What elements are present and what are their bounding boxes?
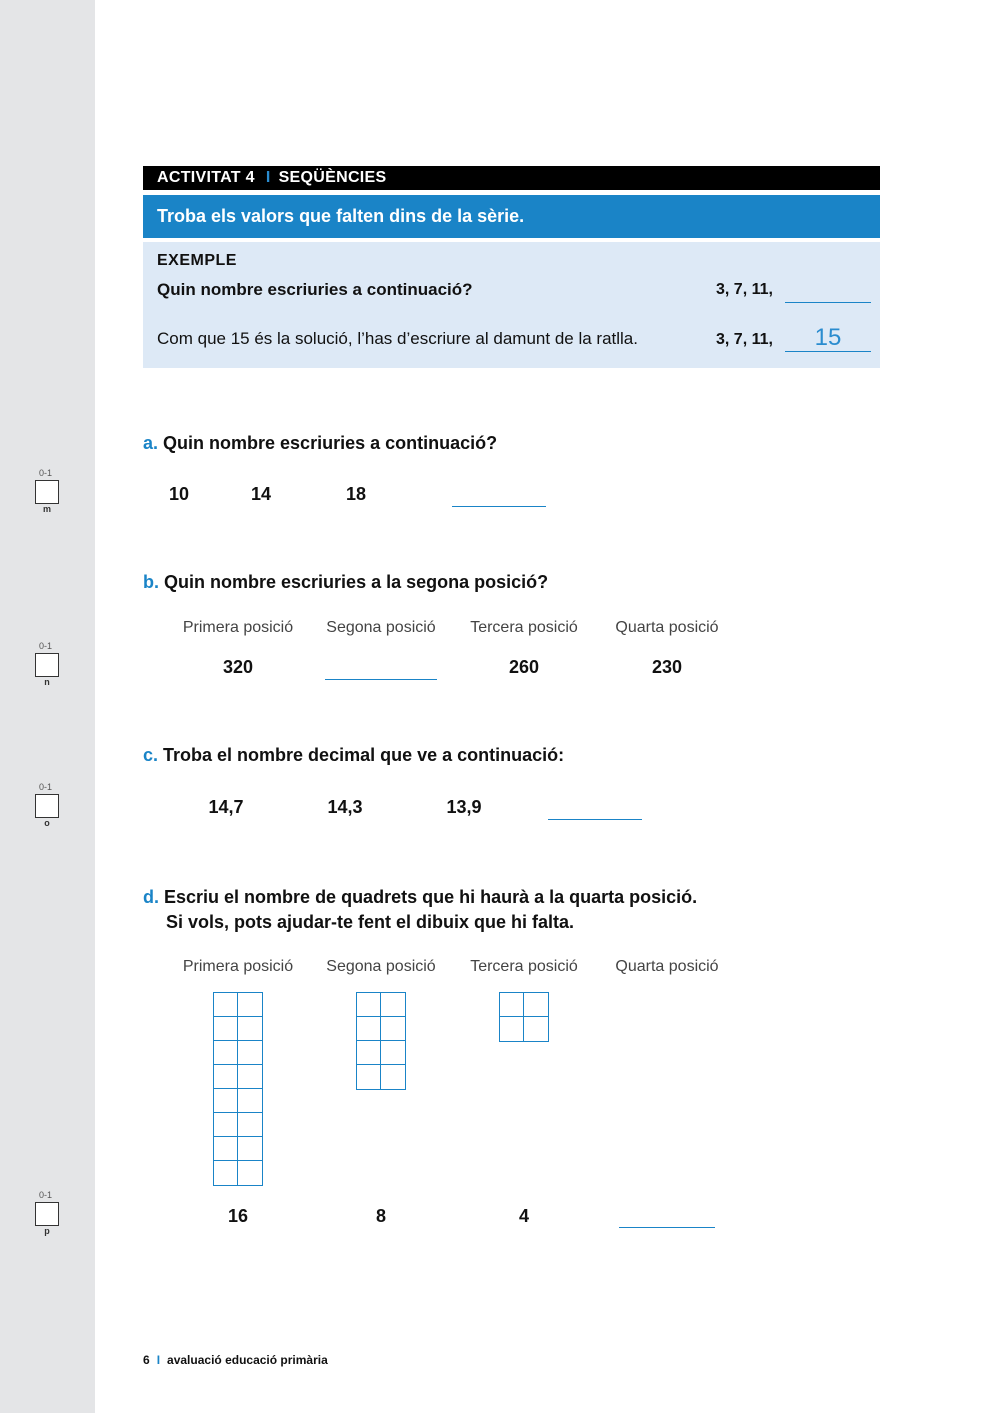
question-letter: d. [143,887,159,907]
score-checkbox[interactable] [35,653,59,677]
grid-square [214,1089,238,1113]
activity-topic: SEQÜÈNCIES [278,169,387,186]
position-label: Quarta posició [615,619,719,636]
sequence-value: 13,9 [446,797,482,817]
score-box-p [34,1190,61,1237]
square-count: 16 [227,1206,249,1226]
example-question: Quin nombre escriuries a continuació? [157,280,473,299]
example-heading: EXEMPLE [157,252,237,269]
score-range: 0-1 [39,468,53,478]
sequence-value: 14,3 [327,797,363,817]
sequence-value: 14,7 [208,797,244,817]
score-checkbox[interactable] [35,1202,59,1226]
answer-blank-d[interactable] [619,1206,715,1228]
grid-square [214,993,238,1017]
grid-square [500,993,524,1017]
sequence-value: 230 [651,657,683,677]
grid-square [214,1065,238,1089]
answer-blank-b[interactable] [325,658,437,680]
activity-title-bar [143,166,880,190]
question-text: Troba el nombre decimal que ve a continuació: [163,745,565,765]
square-grid-second [356,992,406,1090]
example-box [143,242,880,368]
grid-square [500,1017,524,1041]
question-letter: b. [143,572,159,592]
question-d [143,887,697,908]
grid-square [238,1017,262,1041]
footer-title: avaluació educació primària [167,1353,328,1367]
sequence-value: 320 [222,657,254,677]
score-box-m [34,468,61,515]
position-label: Primera posició [182,619,294,636]
activity-number: ACTIVITAT 4 [157,169,255,186]
grid-square [357,1041,381,1065]
sequence-value: 18 [345,484,367,504]
question-a [143,433,497,454]
title-separator: I [265,169,271,186]
grid-square [238,1065,262,1089]
score-code: o [44,818,50,828]
example-sequence-solved: 3, 7, 11, [716,331,773,348]
page-footer [143,1353,328,1367]
grid-square [357,1065,381,1089]
grid-square [357,1017,381,1041]
score-checkbox[interactable] [35,480,59,504]
grid-square [524,993,548,1017]
question-text: Quin nombre escriuries a continuació? [163,433,498,453]
footer-separator: I [156,1353,161,1367]
sequence-value: 14 [250,484,272,504]
square-count: 8 [375,1206,386,1226]
grid-square [524,1017,548,1041]
score-code: n [44,677,50,687]
question-letter: c. [143,745,159,765]
answer-blank-a[interactable] [452,486,546,507]
square-grid-third [499,992,549,1042]
sequence-value: 260 [508,657,540,677]
score-box-n [34,641,61,688]
score-range: 0-1 [39,1190,53,1200]
question-text-line1: Escriu el nombre de quadrets que hi haurà a la quarta posició. [164,887,698,907]
grid-square [214,1041,238,1065]
position-label: Primera posició [182,958,294,975]
position-label: Segona posició [326,619,436,636]
grid-square [238,1089,262,1113]
score-code: m [42,504,51,514]
question-text: Quin nombre escriuries a la segona posició? [164,572,549,592]
grid-square [238,1041,262,1065]
position-label: Segona posició [326,958,436,975]
answer-blank-c[interactable] [548,798,642,820]
score-range: 0-1 [39,782,53,792]
grid-square [381,993,405,1017]
position-label: Quarta posició [615,958,719,975]
score-checkbox[interactable] [35,794,59,818]
question-d-line2: Si vols, pots ajudar-te fent el dibuix que hi falta. [166,912,575,932]
grid-square [238,993,262,1017]
question-b [143,572,548,593]
score-code: p [44,1226,50,1236]
grid-square [214,1017,238,1041]
square-grid-first [213,992,263,1186]
question-letter: a. [143,433,159,453]
example-explanation: Com que 15 és la solució, l’has d’escriure al damunt de la ratlla. [157,329,638,348]
square-count: 4 [518,1206,529,1226]
position-label: Tercera posició [470,619,578,636]
score-range: 0-1 [39,641,53,651]
page-number: 6 [143,1353,150,1367]
position-label: Tercera posició [470,958,578,975]
grid-square [214,1161,238,1185]
sequence-value: 10 [168,484,190,504]
grid-square [381,1017,405,1041]
grid-square [238,1161,262,1185]
score-box-o [34,782,61,829]
grid-square [357,993,381,1017]
example-answer: 15 [814,324,842,351]
grid-square [238,1113,262,1137]
grid-square [214,1137,238,1161]
example-sequence: 3, 7, 11, [716,281,773,298]
grid-square [214,1113,238,1137]
example-answer-line [785,330,871,352]
example-blank-line [785,282,871,303]
instruction-banner: Troba els valors que falten dins de la sèrie. [143,195,880,238]
question-c [143,745,564,766]
grid-square [238,1137,262,1161]
grid-square [381,1041,405,1065]
drawing-area-fourth[interactable] [610,992,730,1192]
grid-square [381,1065,405,1089]
